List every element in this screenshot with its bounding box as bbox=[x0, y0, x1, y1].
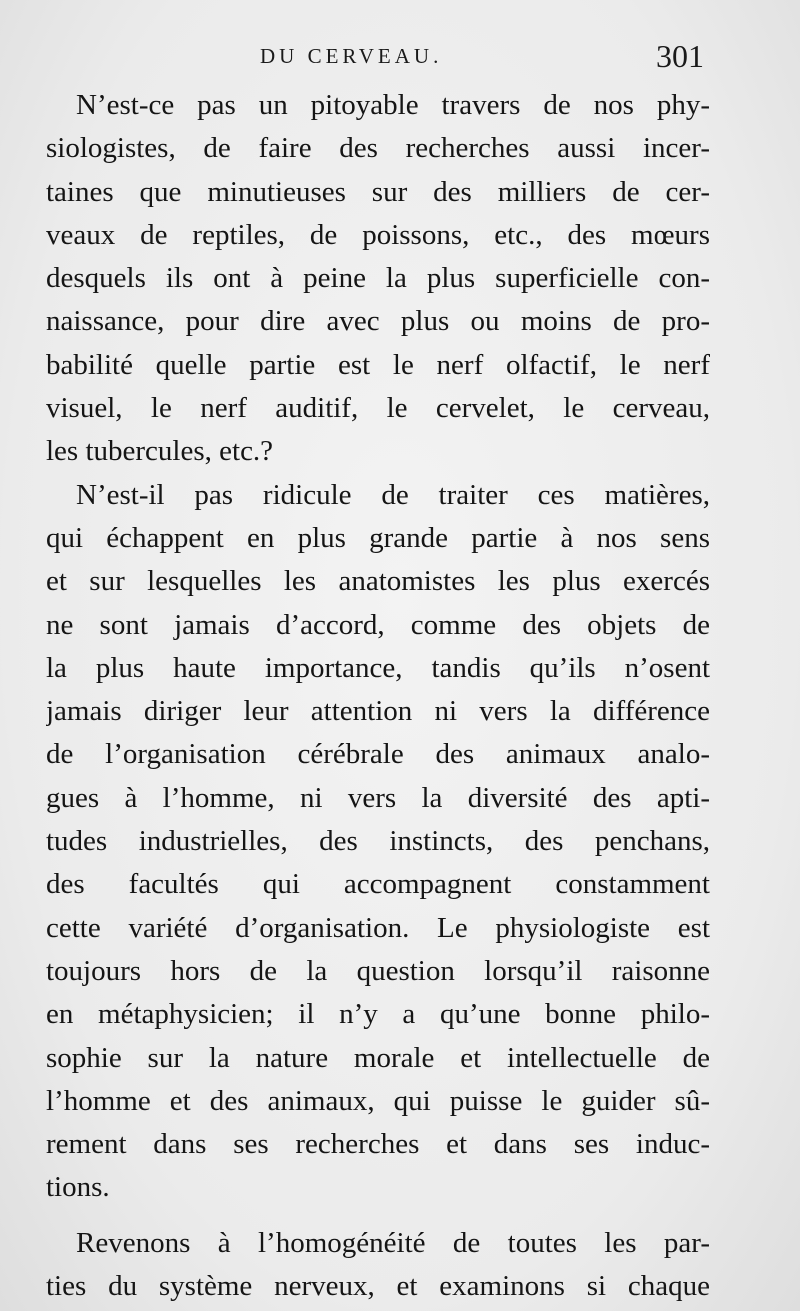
text-line: taines que minutieuses sur des milliers de cer- bbox=[46, 175, 710, 208]
text-line: l’homme et des animaux, qui puisse le guider sû- bbox=[46, 1084, 710, 1117]
text-line: visuel, le nerf auditif, le cervelet, le cerveau, bbox=[46, 392, 710, 425]
page-header bbox=[0, 38, 800, 78]
text-line: sophie sur la nature morale et intellectuelle de bbox=[46, 1041, 710, 1074]
text-line: rement dans ses recherches et dans ses induc- bbox=[46, 1128, 710, 1161]
text-line: desquels ils ont à peine la plus superficielle con- bbox=[46, 262, 710, 295]
text-line: N’est-il pas ridicule de traiter ces matières, bbox=[76, 478, 710, 511]
text-line: gues à l’homme, ni vers la diversité des apti- bbox=[46, 781, 710, 814]
running-title: DU CERVEAU. bbox=[260, 44, 443, 68]
text-line: babilité quelle partie est le nerf olfactif, le nerf bbox=[46, 348, 710, 381]
text-line: Revenons à l’homogénéité de toutes les par- bbox=[76, 1226, 710, 1259]
text-line: en métaphysicien; il n’y a qu’une bonne philo- bbox=[46, 998, 710, 1031]
text-line: veaux de reptiles, de poissons, etc., des mœurs bbox=[46, 218, 710, 251]
text-line: naissance, pour dire avec plus ou moins de pro- bbox=[46, 305, 710, 338]
paragraph-3 bbox=[46, 1222, 710, 1309]
text-line: cette variété d’organisation. Le physiologiste est bbox=[46, 911, 710, 944]
text-line: de l’organisation cérébrale des animaux analo- bbox=[46, 738, 710, 771]
text-line: et sur lesquelles les anatomistes les plus exercés bbox=[46, 565, 710, 598]
text-line: tudes industrielles, des instincts, des penchans, bbox=[46, 825, 710, 858]
paragraph-1 bbox=[46, 84, 710, 474]
text-line: les tubercules, etc.? bbox=[46, 435, 274, 468]
paragraph-2 bbox=[46, 474, 710, 1210]
text-line: tions. bbox=[46, 1171, 110, 1204]
text-line: N’est-ce pas un pitoyable travers de nos phy- bbox=[76, 89, 710, 121]
text-line: ties du système nerveux, et examinons si chaque bbox=[46, 1270, 710, 1303]
text-line: qui échappent en plus grande partie à nos sens bbox=[46, 521, 710, 554]
page-number: 301 bbox=[656, 38, 704, 74]
text-line: toujours hors de la question lorsqu’il raisonne bbox=[46, 954, 710, 987]
text-line: jamais diriger leur attention ni vers la différence bbox=[46, 695, 710, 728]
text-line: siologistes, de faire des recherches aussi incer- bbox=[46, 132, 710, 165]
text-line: la plus haute importance, tandis qu’ils n’osent bbox=[46, 651, 710, 684]
body-text bbox=[46, 84, 710, 1308]
text-line: des facultés qui accompagnent constamment bbox=[46, 868, 710, 901]
text-line: ne sont jamais d’accord, comme des objets de bbox=[46, 608, 710, 641]
